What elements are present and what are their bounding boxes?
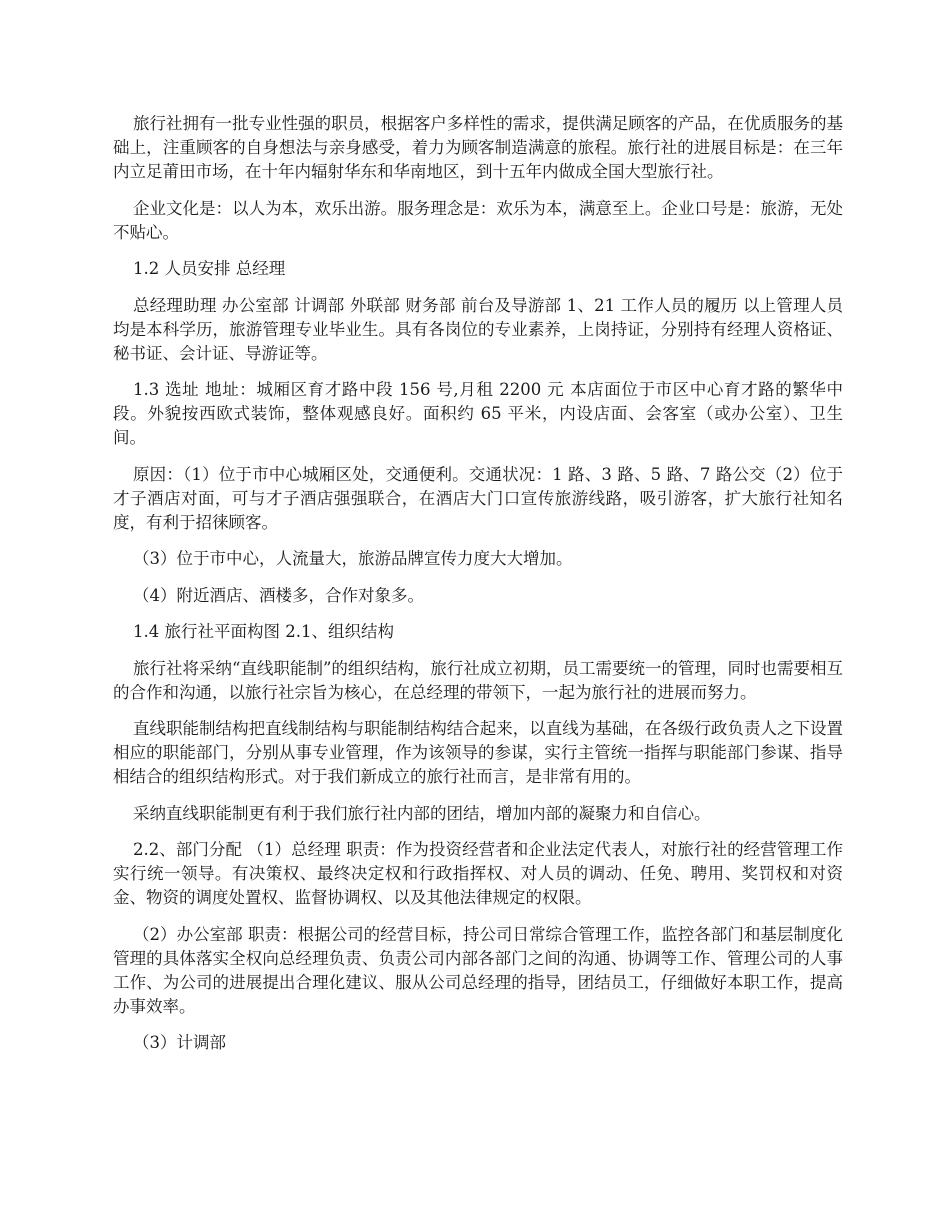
paragraph-location: 1.3 选址 地址：城厢区育才路中段 156 号,月租 2200 元 本店面位于市区中心育才路的繁华中段。外貌按西欧式装饰，整体观感良好。面积约 65 平米，内设店面、会客室（或办公室）、卫生间。 (113, 380, 843, 447)
paragraph-benefit: 采纳直线职能制更有利于我们旅行社内部的团结，增加内部的凝聚力和自信心。 (133, 803, 711, 823)
paragraph-office: （2）办公室部 职责：根据公司的经营目标，持公司日常综合管理工作，监控各部门和基层制度化管理的具体落实全权向总经理负责、负责公司内部各部门之间的沟通、协调等工作、管理公司的人事工作、为公司的进展提出合理化建议、服从公司总经理的指导，团结员工，仔细做好本职工作，提高办事效率。 (113, 924, 843, 1016)
paragraph-reason-3: （3）位于市中心，人流量大，旅游品牌宣传力度大大增加。 (133, 549, 573, 568)
heading-planning-dept: （3）计调部 (133, 1033, 226, 1052)
paragraph-reasons: 原因：（1）位于市中心城厢区处，交通便利。交通状况：1 路、3 路、5 路、7 路公交（2）位于才子酒店对面，可与才子酒店强强联合，在酒店大门口宣传旅游线路，吸引游客，扩大旅行社知名度，有利于招徕顾客。 (113, 464, 843, 532)
heading-staffing: 1.2 人员安排 总经理 (133, 259, 286, 278)
paragraph-line-function: 直线职能制结构把直线制结构与职能制结构结合起来，以直线为基础，在各级行政负责人之下设置相应的职能部门，分别从事专业管理，作为该领导的参谋，实行主管统一指挥与职能部门参谋、指导相结合的组织结构形式。对于我们新成立的旅行社而言，是非常有用的。 (113, 719, 843, 786)
paragraph-intro: 旅行社拥有一批专业性强的职员，根据客户多样性的需求，提供满足顾客的产品，在优质服务的基础上，注重顾客的自身想法与亲身感受，着力为顾客制造满意的旅程。旅行社的进展目标是：在三年内立足莆田市场，在十年内辐射华东和华南地区，到十五年内做成全国大型旅行社。 (113, 114, 843, 181)
paragraph-culture: 企业文化是：以人为本，欢乐出游。服务理念是：欢乐为本，满意至上。企业口号是：旅游，无处不贴心。 (113, 198, 843, 242)
paragraph-reason-4: （4）附近酒店、酒楼多，合作对象多。 (133, 585, 424, 605)
paragraph-org-structure: 旅行社将采纳“直线职能制”的组织结构，旅行社成立初期，员工需要统一的管理，同时也需要相互的合作和沟通，以旅行社宗旨为核心，在总经理的带领下，一起为旅行社的进展而努力。 (113, 658, 843, 702)
heading-floor-plan: 1.4 旅行社平面构图 2.1、组织结构 (133, 622, 394, 641)
paragraph-staffing: 总经理助理 办公室部 计调部 外联部 财务部 前台及导游部 1、21 工作人员的履历 以上管理人员均是本科学历，旅游管理专业毕业生。具有各岗位的专业素养，上岗持证，分别持有经理人资格证、秘书证、会计证、导游证等。 (113, 295, 843, 363)
paragraph-general-manager: 2.2、部门分配 （1）总经理 职责：作为投资经营者和企业法定代表人，对旅行社的经营管理工作实行统一领导。有决策权、最终决定权和行政指挥权、对人员的调动、任免、聘用、奖罚权和对资金、物资的调度处置权、监督协调权、以及其他法律规定的权限。 (113, 840, 843, 907)
document-page (113, 112, 843, 1068)
